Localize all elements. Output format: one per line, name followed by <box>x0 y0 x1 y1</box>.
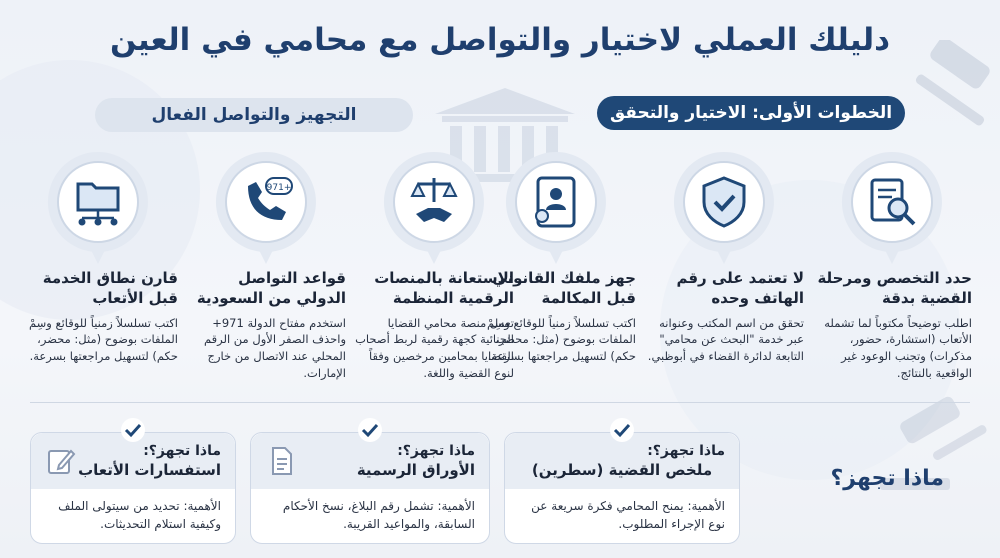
step-description: تعمل منصة محامي القضايا الجنائية كجهة رقمية لربط أصحاب القضايا بمحامين مرخصين وفقاً لنوع القضية واللغة. <box>355 315 514 380</box>
card-header <box>251 433 489 489</box>
step-description: اكتب تسلسلاً زمنياً للوقائع وسِمْ الملفات بوضوح (مثل: محضر، حكم) لتسهيل مراجعتها بسرعة. <box>28 315 178 363</box>
tablet-video-call-icon <box>526 172 586 232</box>
folder-network-icon <box>68 172 128 232</box>
phone-icon <box>236 172 296 232</box>
card-body: الأهمية: تحديد من سيتولى الملف وكيفية استلام التحديثات. <box>58 499 221 531</box>
card-kicker: ماذا تجهز؟: <box>143 443 221 459</box>
step-digital-platforms <box>354 148 514 381</box>
divider <box>30 402 970 403</box>
step-title: قواعد التواصل الدولي من السعودية <box>196 269 346 308</box>
phone-badge: +971 <box>266 183 292 193</box>
check-icon <box>120 417 146 443</box>
step-pin <box>380 148 488 266</box>
card-heading: استفسارات الأتعاب <box>78 461 221 479</box>
section-header-preparation: التجهيز والتواصل الفعال <box>95 98 413 132</box>
step-description: تحقق من اسم المكتب وعنوانه عبر خدمة "البحث عن محامي" التابعة لدائرة القضاء في أبوظبي. <box>647 315 804 363</box>
document-icon <box>265 445 297 477</box>
step-description: اكتب تسلسلاً زمنياً للوقائع وسِمْ الملفات بوضوح (مثل: محضر، حكم) لتسهيل مراجعتها بسرعة. <box>486 315 636 363</box>
prep-card-official-papers <box>250 432 490 544</box>
step-pin <box>502 148 610 266</box>
step-title: لا تعتمد على رقم الهاتف وحده <box>676 269 804 308</box>
edit-icon <box>45 445 77 477</box>
check-icon <box>609 417 635 443</box>
check-icon <box>357 417 383 443</box>
step-international-call <box>186 148 346 381</box>
step-title: الاستعانة بالمنصات الرقمية المنظمة <box>374 269 514 308</box>
card-kicker: ماذا تجهز؟: <box>647 443 725 459</box>
step-title: قارن نطاق الخدمة قبل الأتعاب <box>42 269 178 308</box>
step-pin <box>838 148 946 266</box>
step-description: اطلب توضيحاً مكتوباً لما تشمله الأتعاب (استشارة، حضور، مذكرات) وتجنب الوعود غير الواقعية بالنتائج. <box>824 315 972 380</box>
shield-check-icon <box>694 172 754 232</box>
card-kicker: ماذا تجهز؟: <box>397 443 475 459</box>
card-heading: الأوراق الرسمية <box>356 461 475 479</box>
prep-label: ماذا تجهز؟ <box>830 466 944 491</box>
card-body: الأهمية: يمنح المحامي فكرة سريعة عن نوع الإجراء المطلوب. <box>531 499 725 531</box>
card-header <box>31 433 235 489</box>
step-pin <box>44 148 152 266</box>
page-title: دليلك العملي لاختيار والتواصل مع محامي في العين <box>109 22 890 58</box>
document-search-icon <box>862 172 922 232</box>
step-verify-phone <box>644 148 804 365</box>
prep-card-fee-questions <box>30 432 236 544</box>
step-title: جهز ملفك القانوني قبل المكالمة <box>492 269 636 308</box>
card-header <box>505 433 739 489</box>
section-header-selection: الخطوات الأولى: الاختيار والتحقق <box>597 96 905 130</box>
step-pin <box>670 148 778 266</box>
step-description: استخدم مفتاح الدولة 971+ واحذف الصفر الأول من الرقم المحلي عند الاتصال من خارج الإمارات. <box>203 315 346 380</box>
step-compare-scope <box>18 148 178 365</box>
scales-handshake-icon <box>404 172 464 232</box>
step-specialization <box>812 148 972 381</box>
step-title: حدد التخصص ومرحلة القضية بدقة <box>817 269 972 308</box>
step-pin <box>212 148 320 266</box>
card-body: الأهمية: تشمل رقم البلاغ، نسخ الأحكام السابقة، والمواعيد القريبة. <box>282 499 475 531</box>
prep-card-case-summary <box>504 432 740 544</box>
card-heading: ملخص القضية (سطرين) <box>531 461 713 479</box>
